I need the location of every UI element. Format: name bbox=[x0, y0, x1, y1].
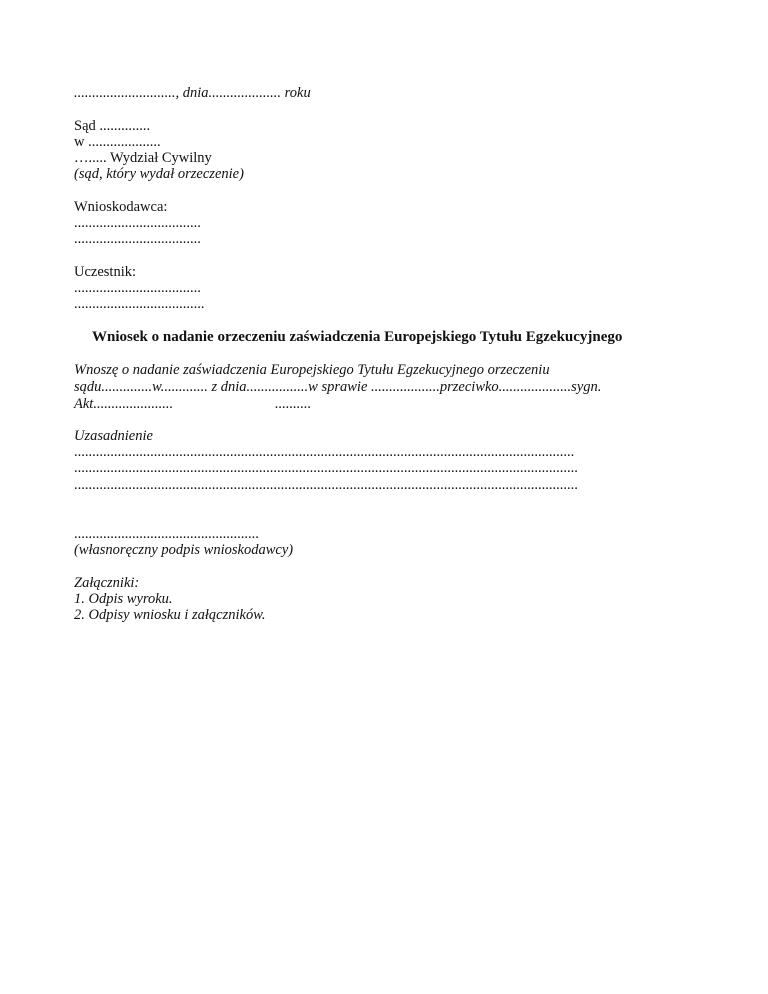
signature-note: (własnoręczny podpis wnioskodawcy) bbox=[74, 542, 294, 558]
applicant-line: ................................... bbox=[74, 231, 201, 247]
justification-line: ........................................................................................................................................... bbox=[74, 477, 578, 493]
document-title: Wniosek o nadanie orzeczeniu zaświadczenia Europejskiego Tytułu Egzekucyjnego bbox=[92, 329, 623, 345]
request-line: Wnoszę o nadanie zaświadczenia Europejskiego Tytułu Egzekucyjnego orzeczeniu bbox=[74, 362, 550, 378]
justification-label: Uzasadnienie bbox=[74, 428, 153, 444]
justification-line: .......................................................................................................................................... bbox=[74, 444, 575, 460]
court-division-line: …..... Wydział Cywilny bbox=[74, 150, 212, 166]
signature-line: ................................................... bbox=[74, 526, 259, 542]
attachment-item: 2. Odpisy wniosku i załączników. bbox=[74, 607, 266, 623]
participant-line: ................................... bbox=[74, 280, 201, 296]
attachment-item: 1. Odpis wyroku. bbox=[74, 591, 173, 607]
court-location-line: w .................... bbox=[74, 134, 161, 150]
attachments-label: Załączniki: bbox=[74, 575, 140, 591]
request-line-right: .......... bbox=[275, 396, 312, 412]
request-line: sądu..............w............. z dnia.................w sprawie ...................przeciwko....................sygn. bbox=[74, 379, 602, 395]
applicant-line: ................................... bbox=[74, 215, 201, 231]
participant-label: Uczestnik: bbox=[74, 264, 137, 280]
place-date-line: ............................, dnia.................... roku bbox=[74, 85, 311, 101]
court-line: Sąd .............. bbox=[74, 118, 151, 134]
court-note: (sąd, który wydał orzeczenie) bbox=[74, 166, 244, 182]
justification-line: ........................................................................................................................................... bbox=[74, 460, 578, 476]
applicant-label: Wnioskodawca: bbox=[74, 199, 168, 215]
participant-line: .................................... bbox=[74, 296, 205, 312]
request-line-left: Akt...................... bbox=[74, 396, 174, 412]
